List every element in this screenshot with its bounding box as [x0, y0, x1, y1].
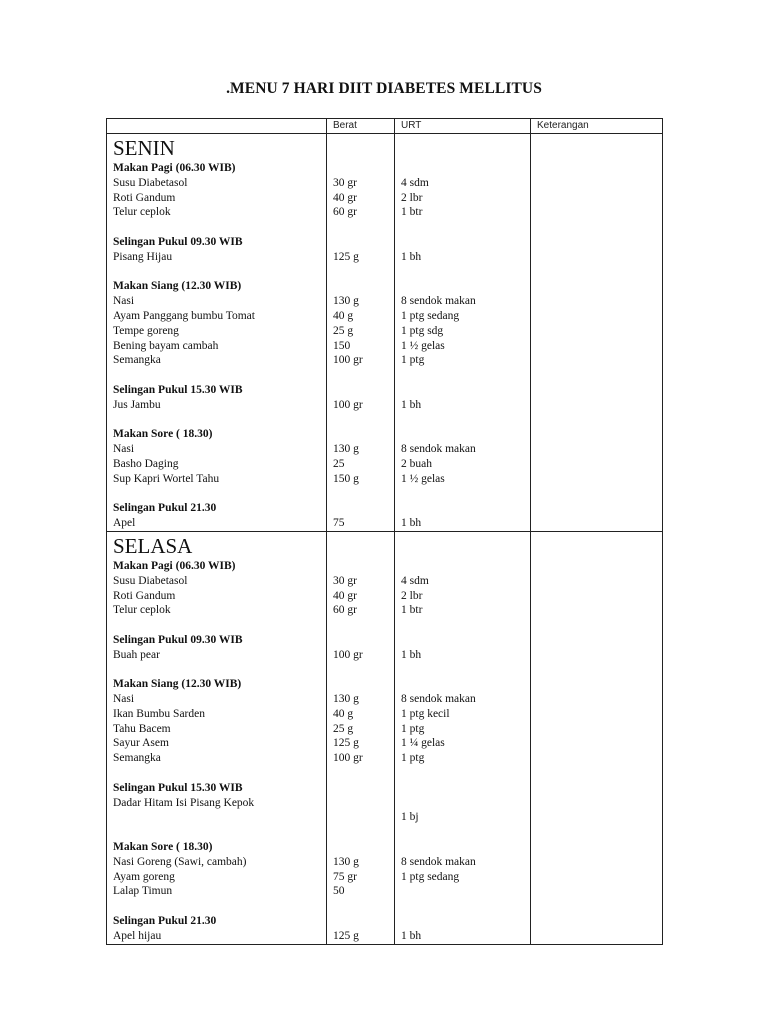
header-cell-keterangan: Keterangan — [531, 119, 663, 134]
keterangan-cell — [531, 134, 663, 532]
food-item: Sayur Asem — [113, 737, 169, 750]
berat-value: 125 g — [333, 929, 359, 942]
food-item: Bening bayam cambah — [113, 339, 219, 352]
urt-value — [401, 796, 524, 811]
gap — [113, 220, 320, 235]
berat-value: 30 gr — [333, 574, 357, 587]
urt-value: 1 btr — [401, 206, 423, 219]
meal-title: Makan Siang (12.30 WIB) — [113, 280, 242, 293]
urt-value: 1 bh — [401, 648, 422, 661]
food-item: Apel hijau — [113, 929, 162, 942]
gap — [113, 413, 320, 428]
berat-value: 150 — [333, 339, 351, 352]
spacer — [401, 532, 524, 559]
gap — [401, 825, 524, 840]
gap — [333, 487, 388, 502]
urt-value: 1 bh — [401, 517, 422, 530]
berat-value: 125 g — [333, 737, 359, 750]
urt-value: 1 ptg kecil — [401, 707, 450, 720]
gap — [401, 220, 524, 235]
menu-table — [106, 118, 663, 945]
gap — [333, 368, 388, 383]
gap — [333, 265, 388, 280]
header-cell-menu — [107, 119, 327, 134]
meal-title: Selingan Pukul 09.30 WIB — [113, 633, 243, 646]
spacer — [333, 427, 388, 442]
gap — [113, 766, 320, 781]
meal-title: Selingan Pukul 15.30 WIB — [113, 781, 243, 794]
gap — [401, 487, 524, 502]
gap — [333, 766, 388, 781]
food-item: Susu Diabetasol — [113, 574, 188, 587]
berat-value — [333, 796, 388, 811]
berat-value — [333, 810, 388, 825]
food-item: Lalap Timun — [113, 885, 173, 898]
urt-value: 1 ½ gelas — [401, 339, 445, 352]
urt-cell — [395, 531, 531, 944]
spacer — [333, 781, 388, 796]
urt-value: 8 sendok makan — [401, 693, 476, 706]
spacer — [401, 279, 524, 294]
spacer — [333, 383, 388, 398]
gap — [401, 663, 524, 678]
gap — [401, 766, 524, 781]
spacer — [401, 633, 524, 648]
berat-value: 100 gr — [333, 354, 363, 367]
spacer — [401, 677, 524, 692]
berat-cell — [327, 531, 395, 944]
urt-value: 2 buah — [401, 457, 432, 470]
gap — [401, 368, 524, 383]
berat-value: 30 gr — [333, 176, 357, 189]
berat-value: 100 gr — [333, 752, 363, 765]
day-row — [107, 531, 663, 944]
gap — [401, 899, 524, 914]
berat-value: 75 gr — [333, 870, 357, 883]
gap — [333, 413, 388, 428]
food-item: Buah pear — [113, 648, 160, 661]
urt-value: 1 bh — [401, 929, 422, 942]
food-item: Susu Diabetasol — [113, 176, 188, 189]
header-cell-urt: URT — [395, 119, 531, 134]
urt-value: 1 ptg sedang — [401, 309, 460, 322]
day-row — [107, 134, 663, 532]
spacer — [401, 914, 524, 929]
gap — [113, 265, 320, 280]
urt-value: 1 bh — [401, 398, 422, 411]
keterangan-cell — [531, 531, 663, 944]
urt-value: 2 lbr — [401, 589, 423, 602]
document-title: .MENU 7 HARI DIIT DIABETES MELLITUS — [226, 80, 542, 97]
meal-title: Makan Pagi (06.30 WIB) — [113, 559, 236, 572]
urt-value: 1 ptg — [401, 722, 425, 735]
urt-value: 1 ½ gelas — [401, 472, 445, 485]
berat-value: 25 g — [333, 324, 354, 337]
meal-title: Makan Sore ( 18.30) — [113, 428, 213, 441]
berat-value: 150 g — [333, 472, 359, 485]
berat-value: 125 g — [333, 250, 359, 263]
spacer — [333, 914, 388, 929]
urt-value: 1 ptg sedang — [401, 870, 460, 883]
spacer — [401, 383, 524, 398]
food-item: Ikan Bumbu Sarden — [113, 707, 205, 720]
berat-value: 60 gr — [333, 604, 357, 617]
spacer — [333, 235, 388, 250]
urt-value: 8 sendok makan — [401, 443, 476, 456]
urt-value: 1 bh — [401, 250, 422, 263]
spacer — [401, 134, 524, 161]
food-item: Apel — [113, 517, 136, 530]
urt-value: 8 sendok makan — [401, 855, 476, 868]
food-item: Nasi — [113, 693, 135, 706]
food-item — [113, 810, 320, 825]
gap — [401, 265, 524, 280]
gap — [401, 413, 524, 428]
spacer — [333, 677, 388, 692]
food-item: Basho Daging — [113, 457, 179, 470]
food-item: Nasi Goreng (Sawi, cambah) — [113, 855, 247, 868]
gap — [113, 618, 320, 633]
food-item: Ayam goreng — [113, 870, 175, 883]
berat-value: 50 — [333, 885, 345, 898]
food-item: Telur ceplok — [113, 206, 171, 219]
header-cell-berat: Berat — [327, 119, 395, 134]
berat-value: 40 g — [333, 707, 354, 720]
urt-value: 2 lbr — [401, 191, 423, 204]
gap — [113, 899, 320, 914]
urt-value: 1 ptg — [401, 354, 425, 367]
meal-title: Makan Siang (12.30 WIB) — [113, 678, 242, 691]
menu-cell — [107, 531, 327, 944]
gap — [401, 618, 524, 633]
meal-title: Selingan Pukul 09.30 WIB — [113, 235, 243, 248]
spacer — [333, 501, 388, 516]
food-item: Semangka — [113, 354, 161, 367]
meal-title: Selingan Pukul 15.30 WIB — [113, 383, 243, 396]
urt-cell — [395, 134, 531, 532]
berat-value: 100 gr — [333, 648, 363, 661]
berat-value: 40 gr — [333, 191, 357, 204]
berat-value: 40 gr — [333, 589, 357, 602]
berat-value: 100 gr — [333, 398, 363, 411]
berat-value: 40 g — [333, 309, 354, 322]
gap — [333, 899, 388, 914]
berat-value: 130 g — [333, 295, 359, 308]
spacer — [333, 633, 388, 648]
gap — [333, 618, 388, 633]
urt-value: 1 ¼ gelas — [401, 737, 445, 750]
urt-value: 4 sdm — [401, 574, 429, 587]
gap — [333, 663, 388, 678]
food-item: Ayam Panggang bumbu Tomat — [113, 309, 255, 322]
gap — [113, 663, 320, 678]
meal-title: Makan Sore ( 18.30) — [113, 841, 213, 854]
spacer — [401, 781, 524, 796]
food-item: Telur ceplok — [113, 604, 171, 617]
berat-value: 130 g — [333, 855, 359, 868]
spacer — [333, 134, 388, 161]
berat-cell — [327, 134, 395, 532]
food-item: Tempe goreng — [113, 324, 179, 337]
food-item: Sup Kapri Wortel Tahu — [113, 472, 220, 485]
urt-value: 1 ptg — [401, 752, 425, 765]
food-item: Roti Gandum — [113, 589, 176, 602]
urt-value: 1 bj — [401, 811, 419, 824]
spacer — [401, 559, 524, 574]
table-header-row — [107, 119, 663, 134]
spacer — [401, 161, 524, 176]
urt-value: 8 sendok makan — [401, 295, 476, 308]
berat-value: 130 g — [333, 693, 359, 706]
meal-title: Makan Pagi (06.30 WIB) — [113, 162, 236, 174]
spacer — [333, 559, 388, 574]
urt-value: 1 ptg sdg — [401, 324, 444, 337]
gap — [113, 825, 320, 840]
gap — [113, 487, 320, 502]
spacer — [401, 235, 524, 250]
berat-value: 75 — [333, 517, 345, 530]
spacer — [333, 279, 388, 294]
day-name: SENIN — [113, 136, 175, 160]
food-item: Roti Gandum — [113, 191, 176, 204]
food-item: Nasi — [113, 295, 135, 308]
food-item: Pisang Hijau — [113, 250, 173, 263]
spacer — [333, 532, 388, 559]
berat-value: 25 g — [333, 722, 354, 735]
food-item: Dadar Hitam Isi Pisang Kepok — [113, 796, 255, 809]
gap — [333, 825, 388, 840]
berat-value: 60 gr — [333, 206, 357, 219]
meal-title: Selingan Pukul 21.30 — [113, 502, 217, 515]
food-item: Nasi — [113, 443, 135, 456]
day-name: SELASA — [113, 533, 193, 558]
berat-value: 130 g — [333, 443, 359, 456]
menu-cell — [107, 134, 327, 532]
urt-value: 1 btr — [401, 604, 423, 617]
spacer — [401, 501, 524, 516]
spacer — [333, 161, 388, 176]
berat-value: 25 — [333, 457, 345, 470]
food-item: Tahu Bacem — [113, 722, 171, 735]
spacer — [401, 427, 524, 442]
gap — [113, 368, 320, 383]
food-item: Jus Jambu — [113, 398, 161, 411]
spacer — [333, 840, 388, 855]
gap — [333, 220, 388, 235]
meal-title: Selingan Pukul 21.30 — [113, 915, 217, 928]
spacer — [401, 840, 524, 855]
urt-value: 4 sdm — [401, 176, 429, 189]
food-item: Semangka — [113, 752, 161, 765]
urt-value — [401, 884, 524, 899]
